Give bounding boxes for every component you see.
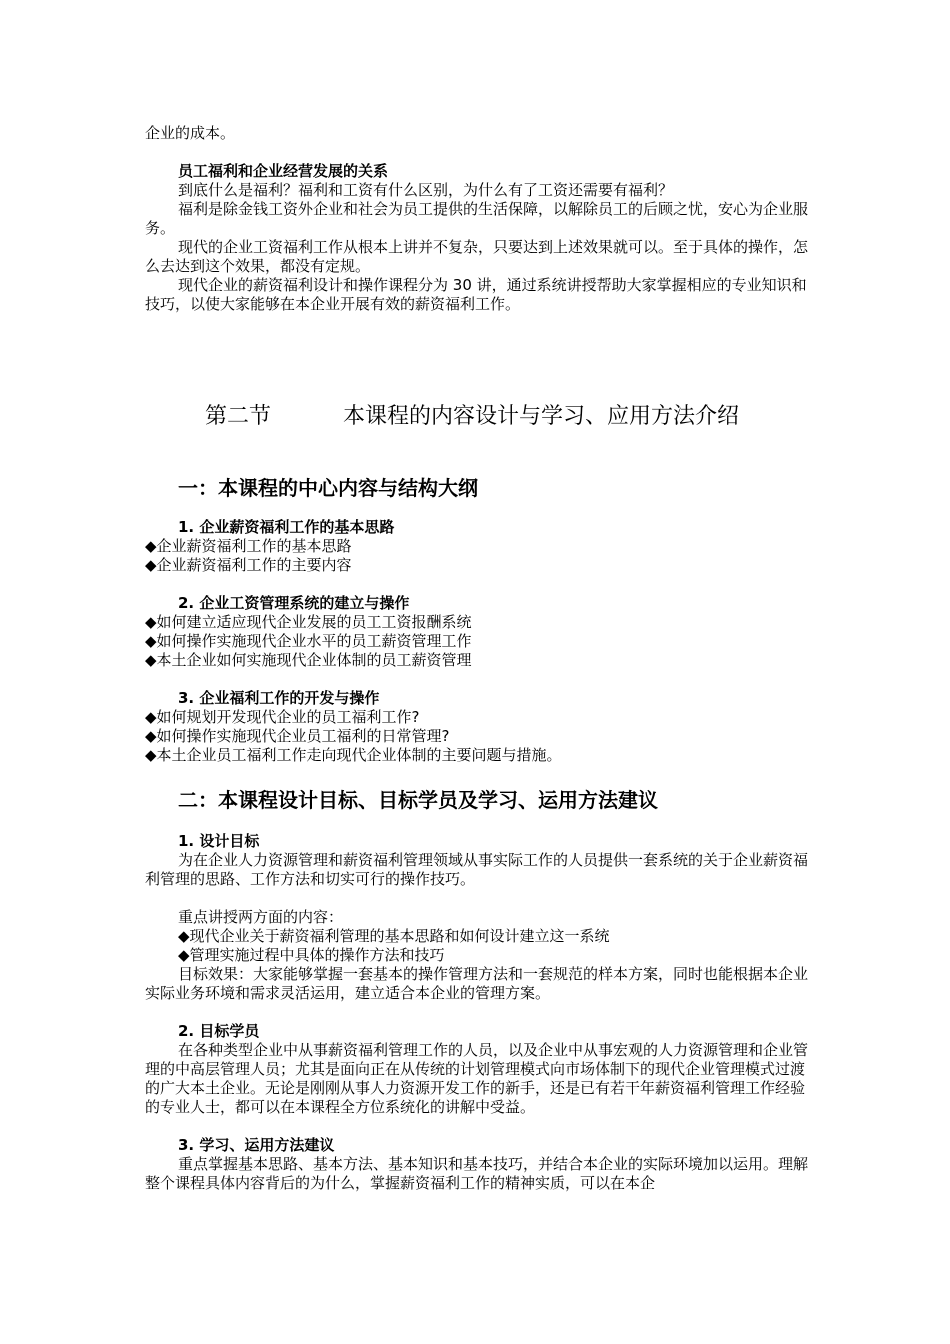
outline-item: ◆如何操作实施现代企业员工福利的日常管理? [145, 727, 450, 745]
outline-item: ◆如何操作实施现代企业水平的员工薪资管理工作 [145, 632, 472, 650]
outline-item: ◆本土企业员工福利工作走向现代企业体制的主要问题与措施。 [145, 746, 562, 764]
audience-title: 2. 目标学员 [178, 1022, 260, 1040]
audience-text: 在各种类型企业中从事薪资福利管理工作的人员，以及企业中从事宏观的人力资源管理和企业管理的中高层管理人员；尤其是面向正在从传统的计划管理模式向市场体制下的现代企业管理模式过渡的广大本土企业。无论是刚刚从事人力资源开发工作的新手，还是已有若干年薪资福利管理工作经验的专业人士，都可以在本课程全方位系统化的讲解中受益。 [145, 1041, 809, 1116]
outline-item: ◆企业薪资福利工作的主要内容 [145, 556, 352, 574]
part1-heading: 一：本课程的中心内容与结构大纲 [178, 476, 478, 500]
outline-item: ◆如何建立适应现代企业发展的员工工资报酬系统 [145, 613, 472, 631]
goal-text: 为在企业人力资源管理和薪资福利管理领域从事实际工作的人员提供一套系统的关于企业薪资福利管理的思路、工作方法和切实可行的操作技巧。 [145, 851, 809, 888]
part2-heading: 二：本课程设计目标、目标学员及学习、运用方法建议 [178, 788, 658, 812]
part2-block [145, 832, 810, 1193]
section-title [205, 402, 739, 432]
focus-item: ◆现代企业关于薪资福利管理的基本思路和如何设计建立这一系统 [178, 927, 610, 945]
outline-block [145, 518, 810, 765]
outline-item: ◆如何规划开发现代企业的员工福利工作? [145, 708, 420, 726]
intro-paragraph: 福利是除金钱工资外企业和社会为员工提供的生活保障，以解除员工的后顾之忧，安心为企业服务。 [145, 200, 809, 237]
outline-item: ◆本土企业如何实施现代企业体制的员工薪资管理 [145, 651, 472, 669]
goal-title: 1. 设计目标 [178, 832, 260, 850]
outline-item: ◆企业薪资福利工作的基本思路 [145, 537, 352, 555]
intro-subheading: 员工福利和企业经营发展的关系 [178, 162, 389, 180]
outline-group-title: 3. 企业福利工作的开发与操作 [178, 689, 380, 707]
section-number: 第二节 [205, 404, 272, 429]
continued-text: 企业的成本。 [145, 124, 236, 142]
intro-paragraph: 现代的企业工资福利工作从根本上讲并不复杂，只要达到上述效果就可以。至于具体的操作，怎么去达到这个效果，都没有定规。 [145, 238, 809, 275]
intro-block [145, 124, 810, 314]
intro-paragraph: 现代企业的薪资福利设计和操作课程分为 30 讲，通过系统讲授帮助大家掌握相应的专业知识和技巧，以使大家能够在本企业开展有效的薪资福利工作。 [145, 276, 807, 313]
method-title: 3. 学习、运用方法建议 [178, 1136, 335, 1154]
section-title-text: 本课程的内容设计与学习、应用方法介绍 [343, 404, 740, 429]
focus-item: ◆管理实施过程中具体的操作方法和技巧 [178, 946, 445, 964]
outline-group-title: 2. 企业工资管理系统的建立与操作 [178, 594, 410, 612]
outline-group-title: 1. 企业薪资福利工作的基本思路 [178, 518, 395, 536]
intro-paragraph: 到底什么是福利？福利和工资有什么区别，为什么有了工资还需要有福利？ [178, 181, 674, 199]
goal-effect: 目标效果：大家能够掌握一套基本的操作管理方法和一套规范的样本方案，同时也能根据本企业实际业务环境和需求灵活运用，建立适合本企业的管理方案。 [145, 965, 809, 1002]
method-text: 重点掌握基本思路、基本方法、基本知识和基本技巧，并结合本企业的实际环境加以运用。理解整个课程具体内容背后的为什么，掌握薪资福利工作的精神实质，可以在本企 [145, 1155, 809, 1192]
focus-label: 重点讲授两方面的内容： [178, 908, 344, 926]
